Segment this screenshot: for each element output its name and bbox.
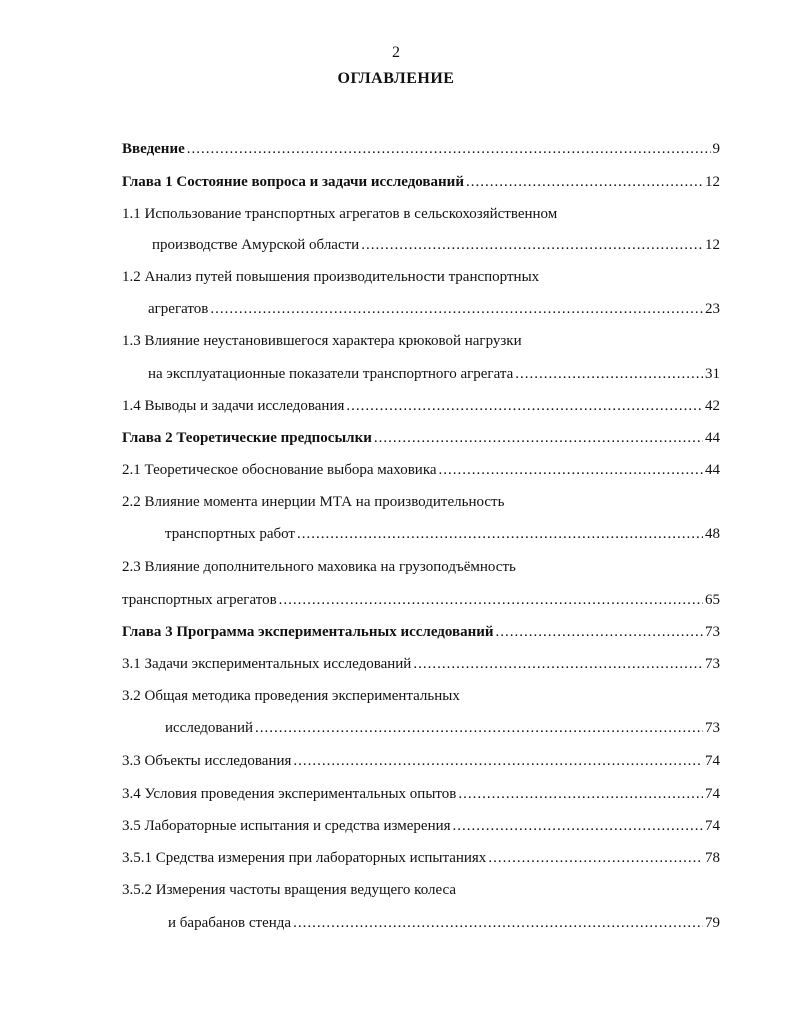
toc-entry-text: агрегатов [148,301,209,317]
toc-entry-text: исследований [165,720,254,736]
toc-entry [122,139,720,159]
toc-entry-text: 3.1 Задачи экспериментальных исследований [122,656,412,672]
toc-entry-text: 2.1 Теоретическое обоснование выбора маховика [122,462,437,478]
toc-entry [122,492,504,512]
toc-entry-text: 3.4 Условия проведения экспериментальных опытов [122,786,457,802]
toc-entry [168,913,720,933]
toc-entry [122,848,720,868]
toc-entry [122,751,720,771]
toc-entry-text: транспортных работ [165,526,295,542]
toc-entry [122,204,557,224]
toc-leader-dots [297,524,703,544]
toc-entry [122,396,720,416]
toc-leader-dots [293,913,703,933]
toc-entry [122,172,720,192]
toc-leader-dots [346,396,703,416]
toc-entry-page: 12 [705,174,720,190]
toc-entry [122,686,460,706]
toc-entry [122,331,522,351]
toc-leader-dots [458,784,703,804]
toc-entry-page: 31 [705,366,720,382]
toc-entry [148,299,720,319]
toc-entry-text: 3.5.1 Средства измерения при лабораторных испытаниях [122,850,487,866]
toc-leader-dots [255,718,703,738]
toc-entry-page: 79 [705,915,720,931]
toc-entry-text: Глава 3 Программа экспериментальных исследований [122,624,494,640]
toc-entry-text: транспортных агрегатов [122,592,277,608]
toc-entry [165,718,720,738]
page-title: ОГЛАВЛЕНИЕ [337,70,455,87]
toc-entry-text: 3.2 Общая методика проведения экспериментальных [122,688,460,704]
toc-entry-text: 3.5.2 Измерения частоты вращения ведущего колеса [122,882,457,898]
toc-leader-dots [488,848,703,868]
toc-entry-text: Глава 1 Состояние вопроса и задачи исследований [122,174,464,190]
toc-leader-dots [515,364,703,384]
toc-leader-dots [439,460,703,480]
toc-entry-page: 74 [705,753,720,769]
toc-leader-dots [361,235,703,255]
toc-leader-dots [496,622,703,642]
toc-entry [122,460,720,480]
toc-entry [122,880,456,900]
toc-leader-dots [453,816,703,836]
toc-entry [122,428,720,448]
toc-entry-page: 44 [705,462,720,478]
toc-entry-page: 65 [705,592,720,608]
toc-entry [122,816,720,836]
toc-entry-page: 73 [705,656,720,672]
toc-entry-page: 73 [705,624,720,640]
toc-entry [148,364,720,384]
toc-entry-page: 23 [705,301,720,317]
toc-entry-text: 1.3 Влияние неустановившегося характера крюковой нагрузки [122,333,522,349]
toc-entry-page: 48 [705,526,720,542]
toc-entry-page: 73 [705,720,720,736]
toc-entry-text: Введение [122,141,185,157]
toc-entry-text: 2.2 Влияние момента инерции МТА на производительность [122,494,505,510]
toc-entry-text: 1.2 Анализ путей повышения производительности транспортных [122,269,540,285]
toc-entry-text: на эксплуатационные показатели транспортного агрегата [148,366,514,382]
toc-entry-page: 74 [705,818,720,834]
toc-entry-page: 42 [705,398,720,414]
toc-entry [122,654,720,674]
toc-leader-dots [293,751,703,771]
toc-entry-text: производстве Амурской области [152,237,360,253]
toc-leader-dots [466,172,703,192]
toc-entry [165,524,720,544]
toc-leader-dots [210,299,703,319]
toc-entry-page: 9 [712,141,720,157]
toc-entry [122,267,539,287]
toc-entry-page: 74 [705,786,720,802]
toc-entry-text: и барабанов стенда [168,915,292,931]
toc-entry [122,622,720,642]
toc-leader-dots [279,590,703,610]
toc-entry-page: 12 [705,237,720,253]
toc-entry [122,784,720,804]
toc-entry-text: 1.4 Выводы и задачи исследования [122,398,345,414]
toc-entry-page: 44 [705,430,720,446]
toc-entry-text: 3.3 Объекты исследования [122,753,292,769]
page-number: 2 [392,44,400,61]
toc-leader-dots [187,139,711,159]
toc-entry-page: 78 [705,850,720,866]
toc-entry [122,590,720,610]
toc-entry-text: 3.5 Лабораторные испытания и средства измерения [122,818,451,834]
toc-leader-dots [413,654,703,674]
toc-entry-text: 2.3 Влияние дополнительного маховика на грузоподъёмность [122,559,516,575]
toc-entry [122,557,516,577]
toc-leader-dots [374,428,703,448]
toc-entry-text: Глава 2 Теоретические предпосылки [122,430,372,446]
toc-entry [152,235,720,255]
toc-entry-text: 1.1 Использование транспортных агрегатов в сельскохозяйственном [122,206,558,222]
